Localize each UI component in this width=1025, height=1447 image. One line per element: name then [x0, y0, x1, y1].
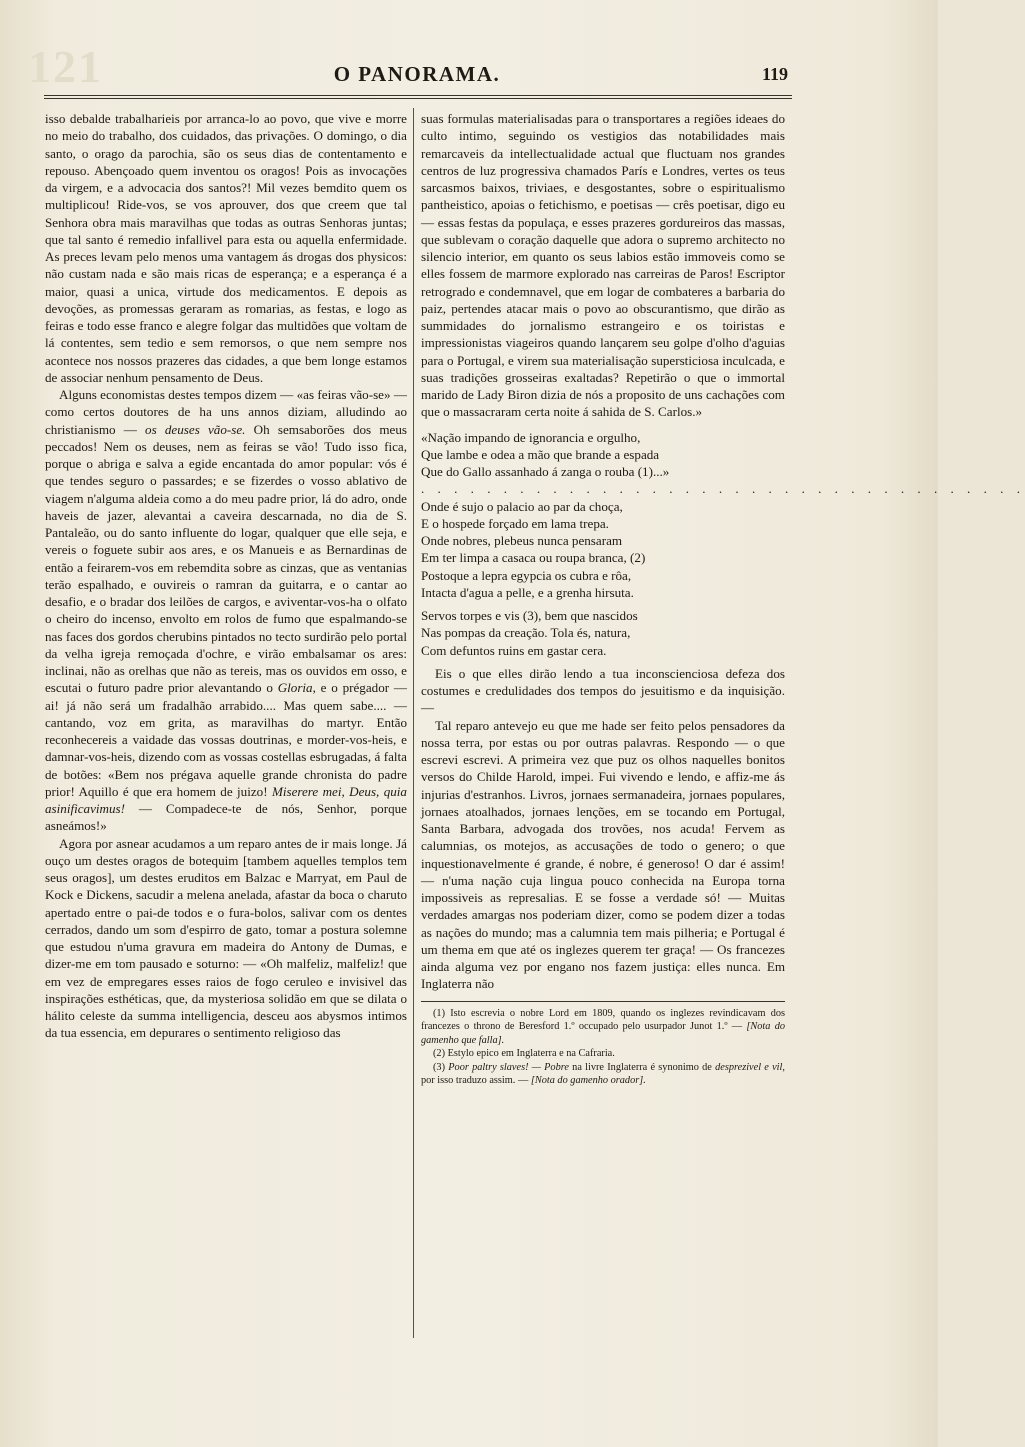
italic-text: Miserere mei, Deus, quia asinificavimus!	[45, 783, 407, 816]
text-run: na livre Inglaterra é synonimo de	[568, 1061, 716, 1073]
ghost-page-number: 121	[28, 41, 103, 92]
header-rule	[44, 95, 792, 96]
text-run: isso debalde trabalharieis por arranca-lo ao povo, que vive e morre no meio do trabalho, dos cuidados, das privações. O domingo, o dia santo, o orago da parochia, são os seus dias de contentamento e repouso. Abençoado quem inventou os oragos! Pois as invocações da virgem, e a advocacia dos santos?! Mil vezes bemdito quem os multiplicou! Ride-vos, se vos aprouver, dos que creem que tal Senhora obra mais maravilhas que todas as outras Senhoras juntas; que tal santo é remedio infallivel para esta ou aquella enfermidade. As preces levam pelo menos uma vantagem ás drogas dos physicos: não custam nada e são mais ricas de esperança; e a esperança é a maior, quasi a unica, virtude dos medicamentos. E depois as devoções, as promessas geraram as romarias, as festas, e logo as feiras e todo esse franco e alegre folgar das multidões que voltam de lá contentes, sem tedio e sem remorsos, o que nem sempre nos acontece nos nossos prazeres das cidades, a que bem longe estamos de associar nenhum pensamento de Deus.	[45, 111, 407, 385]
text-run: Agora por asnear acudamos a um reparo antes de ir mais longe. Já ouço um destes oragos de botequim [tambem aquelles templos tem seus oragos], um destes eruditos em Balzac e Marryat, em Paul de Kock e Dickens, sacudir a melena anelada, afastar da boca o charuto apertado entre o pai-de todos e o fura-bolos, salivar com os dentes cerrados, dando um som d'espirro de gato, tomar a postura solemne que estudou n'uma gravura em madeira do Antony de Dumas, e dizer-me em tom pausado e soturno: — «Oh malfeliz, malfeliz! que em vez de empregares esses raios de fogo ceruleo e invisivel das inspirações esthéticas, que, da mysteriosa solidão em que se dilata o hálito celeste da summa intelligencia, desceu aos abysmos intimos da tua essencia, em depurares o sentimento religioso das	[45, 835, 407, 1041]
left-column-paragraph	[45, 835, 407, 1042]
italic-text: Poor paltry slaves! — Pobre	[448, 1061, 569, 1073]
italic-text: [Nota do gamenho orador].	[530, 1075, 646, 1087]
verse-stanza-3	[421, 607, 785, 659]
footnotes	[421, 1007, 785, 1089]
text-run: (3)	[433, 1061, 449, 1073]
verse-line: Servos torpes e vis (3), bem que nascidos	[421, 608, 638, 623]
verse-line: Postoque a lepra egypcia os cubra e rôa,	[421, 567, 632, 583]
italic-text: desprezivel e vil	[715, 1061, 783, 1073]
verse-line: Em ter limpa a casaca ou roupa branca, (2)	[421, 550, 646, 566]
verse-ellipsis: . . . . . . . . . . . . . . . . . . . . . . . . . . . . . . . . . . . . .	[421, 481, 1025, 497]
verse-line: «Nação impando de ignorancia e orgulho,	[421, 429, 641, 445]
verse-line: Que do Gallo assanhado á zanga o rouba (1)...»	[421, 464, 670, 479]
text-run: Oh semsaborões dos meus peccados! Nem os deuses, nem as feiras se vão! Tudo isso fica, porque o abriga e salva a egide encantada do amor popular: vós é que tendes seguro o passardes; e se fizerdes o vosso ablativo de viagem n'alguma aldeia como a do meu padre prior, lá do adro, onde haveis de jazer, alevantai a caveira descarnada, no dia de S. Pantaleão, ou do santo influente do logar, qualquer que elle seja, e vereis o foguete subir aos ares, e os Manueis e as Bernardinas de então a feirarem-vos em rebemdita sobre as cinzas, que as ventanias terão espalhado, e ouvireis o ramran da guitarra, e o cantar ao desafio, e o bradar dos leilões de cargos, e aviventar-vos-ha o olfato o cheiro do incenso, envolto em rolos de fumo que espalmando-se nas faces dos gordos cherubins pintados no tecto surdirão pelo portal da velha igreja remoçada d'ochre, e virão embalsamar os ares: inclinai, não as orelhas que não as tereis, mas os ouvidos em osso, e escutai o futuro padre prior alevantando o	[45, 421, 407, 696]
page-number: 119	[761, 64, 788, 84]
italic-text: [Nota do gamenho que falla].	[421, 1021, 786, 1046]
page-header	[46, 62, 788, 92]
right-column-paragraph	[421, 717, 785, 993]
left-column-paragraph	[45, 386, 407, 835]
verse-stanza-2	[421, 498, 785, 602]
verse-line: Intacta d'agua a pelle, e a grenha hirsuta.	[421, 584, 634, 600]
text-run: Tal reparo antevejo eu que me hade ser feito pelos pensadores da nossa terra, por estas ou por outras palavras. Respondo — o que escrevi escrevi. A primeira vez que puz os olhos naquelles bonitos versos do Childe Harold, impei. Fui vivendo e lendo, e affiz-me ás injurias d'estranhos. Livros, jornaes sermanadeira, jornaes populares, jornaes atoalhados, jornaes lenções, em se tocando em Portugal, Santa Barbara, advogada dos trovões, nos acuda! Fervem as calumnias, os motejos, as accusações de todo o genero; o que inquestionavelmente é grande, é nobre, é generoso! O dar é assim! — n'uma nação cuja lingua pouco conhecida na Europa torna impossiveis as represalias. E se fosse a verdade só! — Muitas verdades amargas nos poderiam dizer, como se podem dizer a todas as nações do mundo; mas a calumnia tem mais pilheria; e Portugal é um thema em que até os inglezes querem ter graça! — Os francezes ainda alguma vez por engano nos fazem justiça: elles nunca. Em Inglaterra não	[421, 717, 785, 992]
text-run: suas formulas materialisadas para o transportares a regiões ideaes do culto intimo, seguindo os vestigios das notabilidades mais remarcaveis da intellectualidade actual que fluctuam nos grandes centros de luz progressiva chamados París e Londres, vertes os teus sarcasmos baixos, triviaes, e desgostantes, sobre o espiritualismo pantheistico, apoias o fetichismo, e poetisas — crês poetisar, digo eu — essas festas da populaça, e esses prazeres gordureiros das massas, que sublevam o coração daquelle que adora o supremo architecto no silencio interior, em quanto os seus labios estão immoveis como se elles fossem de marmore explorado nas carreiras de Paros! Escriptor retrogrado e condemnavel, que em logar de combateres a barbaria do paiz, pertendes atacar mais o povo ao obscurantismo, que dirão as summidades do jornalismo estrangeiro e os toiristas e impressionistas viageiros quando lançarem seu golpe d'olho d'aguias para o Portugal, e virem sua materialisação supersticiosa inculcada, e suas tradições grosseiras exaltadas? Repetirão o que o immortal marido de Lady Biron dizia de nós a proposito de uns cachações com que o massacraram certa noite á sahida de S. Carlos.»	[421, 111, 785, 420]
verse-line: E o hospede forçado em lama trepa.	[421, 515, 609, 531]
verse-block	[421, 429, 1025, 659]
right-column-outro	[421, 665, 785, 993]
verse-line: Onde nobres, plebeus nunca pensaram	[421, 533, 623, 548]
masthead-title: O PANORAMA.	[333, 62, 501, 86]
text-run: Alguns economistas destes tempos dizem — «as feiras vão-se» — como certos doutores de ha uns annos diziam, alludindo ao christianismo —	[45, 387, 407, 437]
right-column-paragraph	[421, 665, 785, 717]
footnote-paragraph	[421, 1007, 785, 1048]
footnote-rule	[421, 1001, 785, 1002]
verse-stanza-1	[421, 429, 785, 481]
column-divider	[413, 108, 414, 1338]
verse-line: Com defuntos ruins em gastar cera.	[421, 642, 607, 658]
right-column	[421, 110, 1025, 1088]
right-column-paragraph	[421, 110, 785, 421]
verse-line: Que lambe e odea a mão que brande a espada	[421, 446, 660, 462]
verse-line: Onde é sujo o palacio ao par da choça,	[421, 498, 623, 514]
right-column-intro	[421, 110, 785, 421]
header-rule-thin	[44, 98, 792, 99]
italic-text: os deuses vão-se.	[145, 421, 246, 437]
text-run: (1) Isto escrevia o nobre Lord em 1809, quando os inglezes revindicavam dos francezes o throno de Beresford 1.º occupado pelo usurpador Junot 1.º —	[421, 1007, 785, 1033]
text-run: Eis o que elles dirão lendo a tua inconscienciosa defeza dos costumes e credulidades dos tempos do jesuitismo e da inquisição. —	[421, 665, 785, 716]
text-run: (2) Estylo epico em Inglaterra e na Cafraria.	[433, 1048, 615, 1060]
text-run: , por isso traduzo assim. —	[421, 1061, 785, 1087]
text-run: — Compadece-te de nós, Senhor, porque asneámos!»	[45, 801, 407, 834]
text-run: , e o prégador — ai! já não será um fradalhão arrabido.... Mas quem sabe.... — cantando, voz em grita, as maravilhas do martyr. Então reconhecereis a vaidade das vossas doutrinas, e morder-vos-heis, e damnar-vos-heis, dizendo com as vossas costellas esbrugadas, á falta de botões: «Bem nos prégava aquelle grande chronista do padre prior! Aquillo é que era homem de juizo!	[45, 680, 407, 799]
footnote-paragraph	[421, 1061, 785, 1088]
italic-text: Gloria	[277, 680, 313, 696]
left-column-paragraph	[45, 110, 407, 386]
footnote-paragraph	[421, 1047, 785, 1061]
left-column	[45, 110, 407, 1042]
verse-line: Nas pompas da creação. Tola és, natura,	[421, 625, 631, 641]
